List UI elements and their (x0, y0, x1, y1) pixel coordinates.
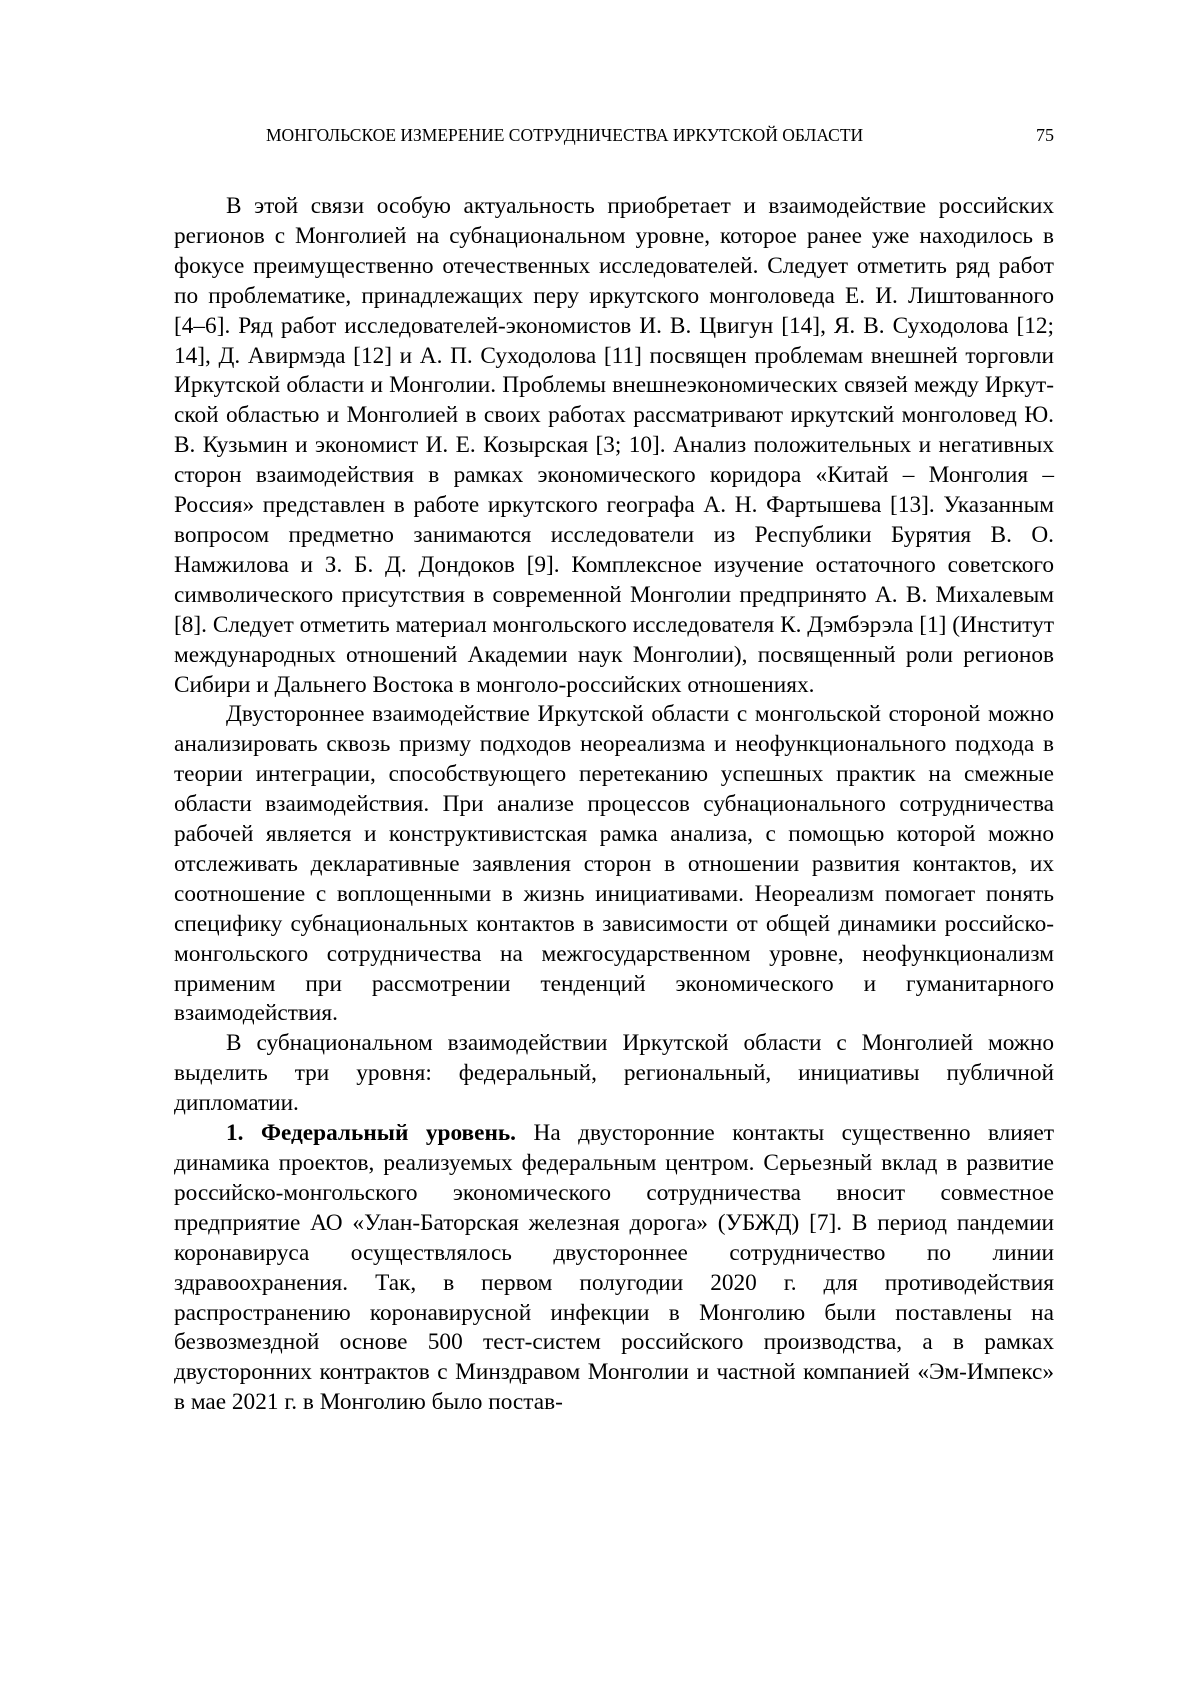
page-number: 75 (1036, 125, 1054, 145)
paragraph-text: Двустороннее взаимодействие Иркутской области с монгольской стороной можно анализировать сквозь призму подходов неореализма и неофункционального подхода в теории интеграции, способствующего перетеканию успешных практик на смежные области взаимодействия. При анализе процессов субнационального сотрудничества рабочей является и конструктивистская рамка анализа, с помощью которой можно отслеживать декларативные заявления сторон в отношении развития контактов, их соотношение с воплощенными в жизнь инициативами. Неореализм помогает понять специфику субнациональных контактов в зависимости от общей динамики российско-монгольского сотрудничества на межгосударственном уровне, неофункционализм применим при рассмотрении тенденций экономического и гуманитарного взаимодействия. (174, 701, 1054, 1027)
body-text (174, 192, 1054, 1418)
paragraph-regional-studies (174, 192, 1054, 700)
paragraph-three-levels (174, 1029, 1054, 1119)
section-heading: 1. Федеральный уровень. (226, 1120, 517, 1147)
paragraph-text: В субнациональном взаимодействии Иркутской области с Монголией можно выделить три уровня: федеральный, региональный, инициативы публичной дипломатии. (174, 1030, 1054, 1117)
running-title: МОНГОЛЬСКОЕ ИЗМЕРЕНИЕ СОТРУДНИЧЕСТВА ИРКУТСКОЙ ОБЛАСТИ (266, 125, 864, 145)
paragraph-text: На двусторонние контакты существенно влияет динамика проектов, реализуемых федеральным центром. Серьезный вклад в развитие российско-монгольского экономического сотрудничества вносит совместное предприятие АО «Улан-Баторская железная дорога» (УБЖД) [7]. В период пандемии коронавируса осуществлялось двустороннее сотрудничество по линии здравоохранения. Так, в первом полугодии 2020 г. для противодействия распространению коронавирусной инфекции в Монголию были поставлены на безвозмездной основе 500 тест-систем российского производства, а в рамках двусторонних контрактов с Минздравом Монголии и частной компанией «Эм-Импекс» в мае 2021 г. в Монголию было постав- (174, 1120, 1055, 1416)
paragraph-federal-level (174, 1119, 1054, 1418)
paragraph-text: В этой связи особую актуальность приобретает и взаимодействие российских регионов с Монголией на субнациональном уровне, которое ранее уже находилось в фокусе преимущественно отечественных исследователей. Следует отметить ряд работ по проблематике, принадлежащих перу иркутского монголоведа Е. И. Лиштованного [4–6]. Ряд работ исследователей-экономистов И. В. Цвигун [14], Я. В. Суходолова [12; 14], Д. Авирмэда [12] и А. П. Суходолова [11] посвящен проблемам внешней торговли Иркутской области и Монголии. Проблемы внешнеэкономических связей между Иркутской областью и Монголией в своих работах рассматривают иркутский монголовед Ю. В. Кузьмин и экономист И. Е. Козырская [3; 10]. Анализ положительных и негативных сторон взаимодействия в рамках экономического коридора «Китай – Монголия – Россия» представлен в работе иркутского географа А. Н. Фартышева [13]. Указанным вопросом предметно занимаются исследователи из Республики Бурятия В. О. Намжилова и З. Б. Д. Дондоков [9]. Комплексное изучение остаточного советского символического присутствия в современной Монголии предпринято А. В. Михалевым [8]. Следует отметить материал монгольского исследователя К. Дэмбэрэла [1] (Институт международных отношений Академии наук Монголии), посвященный роли регионов Сибири и Дальнего Востока в монголо-российских отношениях. (174, 193, 1054, 698)
paragraph-theoretical-approach (174, 700, 1054, 1029)
